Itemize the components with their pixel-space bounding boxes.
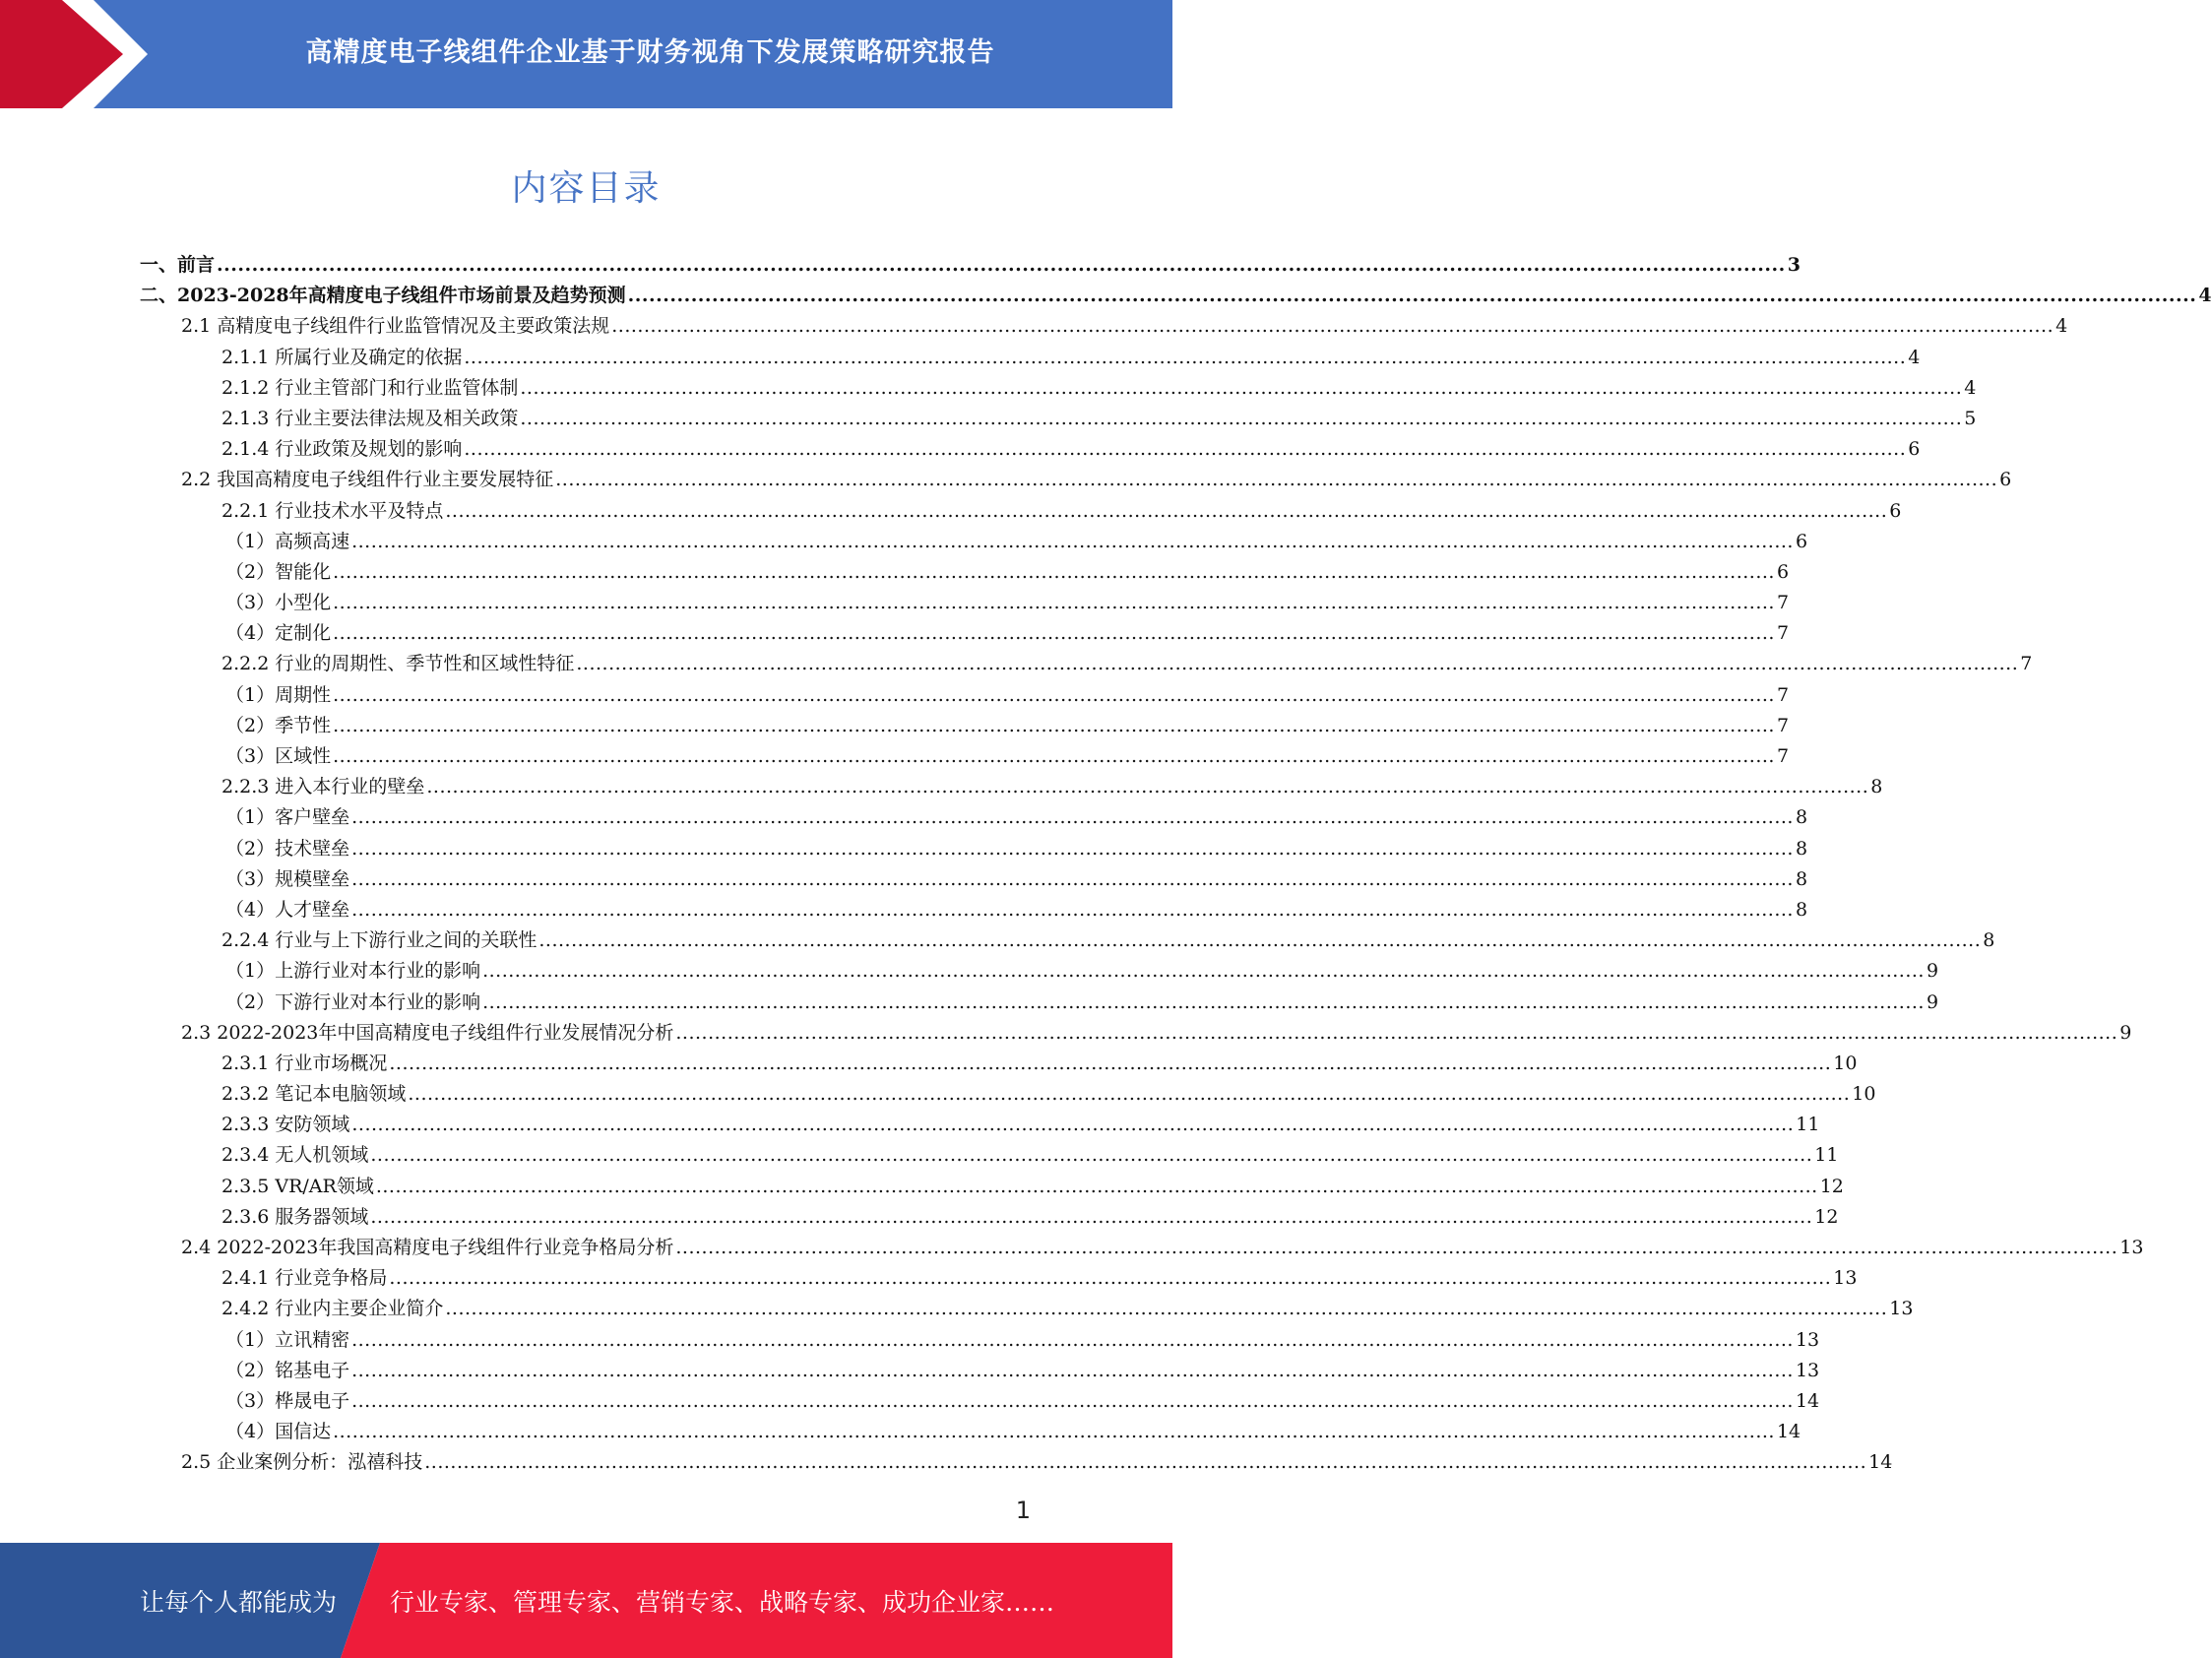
toc-dot-leader: ................................................................................................................................................................................................................................ [333, 714, 1775, 736]
toc-entry[interactable] [140, 557, 1790, 588]
toc-entry-label: （4）国信达 [225, 1421, 332, 1443]
toc-entry[interactable] [140, 802, 1808, 833]
toc-dot-leader: ................................................................................................................................................................................................................................ [426, 776, 1869, 798]
toc-dot-leader: ................................................................................................................................................................................................................................ [675, 1021, 2118, 1044]
toc-entry-page: 6 [1999, 469, 2012, 491]
toc-dot-leader: ................................................................................................................................................................................................................................ [370, 1205, 1813, 1228]
toc-dot-leader: ................................................................................................................................................................................................................................ [333, 745, 1775, 767]
toc-dot-leader: ................................................................................................................................................................................................................................ [464, 346, 1907, 368]
toc-entry-page: 8 [1795, 806, 1808, 829]
toc-entry-page: 11 [1796, 1114, 1820, 1136]
toc-entry-page: 4 [1964, 376, 1977, 399]
toc-entry-page: 7 [1776, 714, 1790, 736]
toc-entry-label: （2）智能化 [225, 560, 332, 583]
toc-dot-leader: ................................................................................................................................................................................................................................ [627, 285, 2197, 307]
toc-entry-page: 8 [1795, 898, 1808, 921]
toc-entry-label: 2.3 2022-2023年中国高精度电子线组件行业发展情况分析 [181, 1021, 674, 1044]
toc-entry-page: 7 [1776, 683, 1790, 706]
toc-entry-page: 8 [1795, 837, 1808, 860]
toc-dot-leader: ................................................................................................................................................................................................................................ [389, 1052, 1832, 1074]
toc-entry-page: 10 [1852, 1083, 1876, 1106]
toc-dot-leader: ................................................................................................................................................................................................................................ [351, 806, 1794, 829]
toc-entry-label: （1）周期性 [225, 683, 332, 706]
page-number: 1 [1015, 1497, 1031, 1524]
toc-entry-page: 7 [1776, 622, 1790, 645]
toc-entry-label: （2）季节性 [225, 714, 332, 736]
toc-entry-label: （4）人才壁垒 [225, 898, 350, 921]
toc-entry[interactable] [140, 250, 1801, 281]
toc-entry[interactable] [140, 1447, 1893, 1478]
toc-dot-leader: ................................................................................................................................................................................................................................ [576, 653, 2019, 675]
toc-entry[interactable] [140, 496, 1902, 527]
toc-dot-leader: ................................................................................................................................................................................................................................ [351, 1328, 1794, 1351]
toc-entry-label: 2.2.1 行业技术水平及特点 [221, 499, 444, 522]
toc-dot-leader: ................................................................................................................................................................................................................................ [351, 867, 1794, 890]
toc-entry-page: 6 [1776, 560, 1790, 583]
toc-entry-label: 2.3.1 行业市场概况 [221, 1052, 388, 1074]
toc-entry-page: 13 [1795, 1359, 1820, 1381]
toc-entry-label: （3）区域性 [225, 745, 332, 767]
toc-entry-page: 7 [1776, 745, 1790, 767]
toc-dot-leader: ................................................................................................................................................................................................................................ [389, 1267, 1832, 1290]
toc-entry-label: （2）铭基电子 [225, 1359, 350, 1381]
toc-entry[interactable] [140, 311, 2068, 342]
footer-slogan-right: 行业专家、管理专家、营销专家、战略专家、成功企业家…… [390, 1587, 1055, 1617]
toc-entry-label: （2）下游行业对本行业的影响 [225, 990, 481, 1013]
toc-entry[interactable] [140, 925, 1995, 956]
toc-entry-page: 7 [1776, 592, 1790, 614]
toc-entry-page: 12 [1814, 1205, 1839, 1228]
toc-dot-leader: ................................................................................................................................................................................................................................ [333, 560, 1775, 583]
toc-entry-label: 2.2.4 行业与上下游行业之间的关联性 [221, 929, 537, 952]
toc-dot-leader: ................................................................................................................................................................................................................................ [408, 1083, 1851, 1106]
toc-entry-page: 8 [1795, 867, 1808, 890]
toc-dot-leader: ................................................................................................................................................................................................................................ [351, 1359, 1794, 1381]
toc-entry[interactable] [140, 1325, 1820, 1356]
toc-dot-leader: ................................................................................................................................................................................................................................ [424, 1451, 1867, 1474]
toc-entry-page: 14 [1776, 1421, 1801, 1443]
toc-entry-label: 二、2023-2028年高精度电子线组件市场前景及趋势预测 [140, 285, 626, 307]
toc-entry-page: 4 [2055, 315, 2068, 338]
toc-entry-label: 2.4.1 行业竞争格局 [221, 1267, 388, 1290]
toc-entry-label: 2.1.3 行业主要法律法规及相关政策 [221, 407, 519, 429]
toc-entry-page: 4 [2198, 285, 2212, 307]
toc-entry-page: 7 [2020, 653, 2033, 675]
toc-entry-page: 6 [1889, 499, 1902, 522]
toc-entry-label: 2.1.2 行业主管部门和行业监管体制 [221, 376, 519, 399]
toc-entry[interactable] [140, 404, 1977, 434]
toc-dot-leader: ................................................................................................................................................................................................................................ [333, 622, 1775, 645]
toc-entry-page: 13 [1889, 1298, 1914, 1320]
toc-dot-leader: ................................................................................................................................................................................................................................ [351, 530, 1794, 552]
toc-entry-page: 12 [1819, 1175, 1844, 1197]
toc-dot-leader: ................................................................................................................................................................................................................................ [333, 592, 1775, 614]
toc-entry-page: 3 [1787, 254, 1801, 276]
toc-entry-page: 14 [1795, 1389, 1820, 1412]
toc-entry-page: 6 [1908, 438, 1921, 461]
toc-entry[interactable] [140, 373, 1977, 404]
toc-dot-leader: ................................................................................................................................................................................................................................ [370, 1144, 1813, 1167]
toc-entry[interactable] [140, 1079, 1876, 1110]
toc-entry-label: 一、前言 [140, 254, 216, 276]
toc-entry[interactable] [140, 680, 1790, 711]
table-of-contents [140, 250, 2212, 1479]
toc-entry-label: 2.3.2 笔记本电脑领域 [221, 1083, 407, 1106]
toc-dot-leader: ................................................................................................................................................................................................................................ [482, 960, 1925, 983]
footer-banner [0, 1543, 1172, 1658]
toc-entry[interactable] [140, 649, 2033, 679]
toc-dot-leader: ................................................................................................................................................................................................................................ [482, 990, 1925, 1013]
toc-dot-leader: ................................................................................................................................................................................................................................ [351, 837, 1794, 860]
toc-dot-leader: ................................................................................................................................................................................................................................ [217, 254, 1786, 276]
toc-entry[interactable] [140, 1417, 1801, 1447]
toc-entry-page: 13 [1833, 1267, 1858, 1290]
toc-entry[interactable] [140, 988, 1939, 1018]
toc-entry[interactable] [140, 956, 1939, 987]
toc-entry-label: 2.2.2 行业的周期性、季节性和区域性特征 [221, 653, 575, 675]
toc-entry[interactable] [140, 281, 2212, 311]
toc-entry-page: 8 [1983, 929, 1995, 952]
toc-entry-label: （1）上游行业对本行业的影响 [225, 960, 481, 983]
toc-heading: 内容目录 [511, 168, 662, 209]
toc-entry[interactable] [140, 1172, 1844, 1202]
toc-entry-page: 9 [1926, 960, 1939, 983]
toc-entry-page: 13 [1795, 1328, 1820, 1351]
toc-entry[interactable] [140, 465, 2012, 495]
toc-entry-page: 5 [1964, 407, 1977, 429]
toc-entry-label: （3）桦晟电子 [225, 1389, 350, 1412]
toc-entry-label: 2.3.4 无人机领域 [221, 1144, 369, 1167]
toc-entry[interactable] [140, 711, 1790, 741]
toc-entry-label: 2.2.3 进入本行业的壁垒 [221, 776, 425, 798]
toc-entry[interactable] [140, 1263, 1858, 1294]
toc-entry[interactable] [140, 527, 1808, 557]
toc-dot-leader: ................................................................................................................................................................................................................................ [555, 469, 1998, 491]
toc-entry[interactable] [140, 1140, 1839, 1171]
toc-dot-leader: ................................................................................................................................................................................................................................ [464, 438, 1907, 461]
toc-dot-leader: ................................................................................................................................................................................................................................ [520, 376, 1963, 399]
report-title: 高精度电子线组件企业基于财务视角下发展策略研究报告 [305, 36, 995, 68]
toc-entry[interactable] [140, 618, 1790, 649]
toc-entry[interactable] [140, 1202, 1839, 1233]
toc-entry-label: 2.4.2 行业内主要企业简介 [221, 1298, 444, 1320]
toc-entry-label: （2）技术壁垒 [225, 837, 350, 860]
toc-entry[interactable] [140, 1294, 1914, 1324]
toc-dot-leader: ................................................................................................................................................................................................................................ [445, 1298, 1888, 1320]
toc-entry-label: 2.1 高精度电子线组件行业监管情况及主要政策法规 [181, 315, 610, 338]
toc-dot-leader: ................................................................................................................................................................................................................................ [445, 499, 1888, 522]
footer-slogan-left: 让每个人都能成为 [140, 1587, 338, 1617]
toc-entry[interactable] [140, 1386, 1820, 1417]
toc-entry[interactable] [140, 772, 1883, 802]
toc-entry-label: （1）客户壁垒 [225, 806, 350, 829]
toc-entry-label: 2.3.5 VR/AR领域 [221, 1175, 374, 1197]
toc-entry[interactable] [140, 1356, 1820, 1386]
toc-dot-leader: ................................................................................................................................................................................................................................ [351, 898, 1794, 921]
toc-dot-leader: ................................................................................................................................................................................................................................ [333, 683, 1775, 706]
toc-dot-leader: ................................................................................................................................................................................................................................ [611, 315, 2054, 338]
toc-dot-leader: ................................................................................................................................................................................................................................ [520, 407, 1963, 429]
toc-entry-label: （3）规模壁垒 [225, 867, 350, 890]
toc-entry-page: 9 [1926, 990, 1939, 1013]
toc-entry[interactable] [140, 741, 1790, 772]
toc-entry-page: 11 [1814, 1144, 1839, 1167]
toc-entry[interactable] [140, 864, 1808, 895]
toc-entry-page: 13 [2119, 1237, 2144, 1258]
toc-dot-leader: ................................................................................................................................................................................................................................ [538, 929, 1982, 952]
toc-entry-label: 2.1.1 所属行业及确定的依据 [221, 346, 463, 368]
toc-entry[interactable] [140, 1233, 2144, 1263]
toc-entry-page: 4 [1908, 346, 1921, 368]
toc-entry-page: 8 [1870, 776, 1883, 798]
toc-entry-label: 2.1.4 行业政策及规划的影响 [221, 438, 463, 461]
toc-entry-label: （3）小型化 [225, 592, 332, 614]
toc-entry-label: 2.3.6 服务器领域 [221, 1205, 369, 1228]
toc-entry-label: 2.5 企业案例分析：泓禧科技 [181, 1451, 423, 1474]
toc-entry-label: （4）定制化 [225, 622, 332, 645]
toc-dot-leader: ................................................................................................................................................................................................................................ [675, 1237, 2118, 1258]
header-chevron-decoration [0, 0, 177, 108]
toc-entry[interactable] [140, 1018, 2132, 1049]
toc-entry-label: （1）高频高速 [225, 530, 350, 552]
toc-entry-label: 2.2 我国高精度电子线组件行业主要发展特征 [181, 469, 554, 491]
toc-entry[interactable] [140, 895, 1808, 925]
toc-entry-label: 2.3.3 安防领域 [221, 1114, 350, 1136]
toc-entry[interactable] [140, 343, 1921, 373]
toc-entry-page: 10 [1833, 1052, 1858, 1074]
toc-dot-leader: ................................................................................................................................................................................................................................ [375, 1175, 1818, 1197]
toc-entry-label: 2.4 2022-2023年我国高精度电子线组件行业竞争格局分析 [181, 1237, 674, 1258]
toc-entry-page: 14 [1868, 1451, 1893, 1474]
toc-dot-leader: ................................................................................................................................................................................................................................ [351, 1389, 1794, 1412]
toc-entry-label: （1）立讯精密 [225, 1328, 350, 1351]
report-header-banner [0, 0, 1172, 108]
toc-entry-page: 6 [1795, 530, 1808, 552]
toc-dot-leader: ................................................................................................................................................................................................................................ [333, 1421, 1775, 1443]
toc-entry[interactable] [140, 1049, 1858, 1079]
toc-entry[interactable] [140, 434, 1921, 465]
toc-dot-leader: ................................................................................................................................................................................................................................ [351, 1114, 1795, 1136]
toc-entry[interactable] [140, 834, 1808, 864]
toc-entry[interactable] [140, 588, 1790, 618]
toc-entry[interactable] [140, 1110, 1820, 1140]
toc-entry-page: 9 [2119, 1021, 2132, 1044]
